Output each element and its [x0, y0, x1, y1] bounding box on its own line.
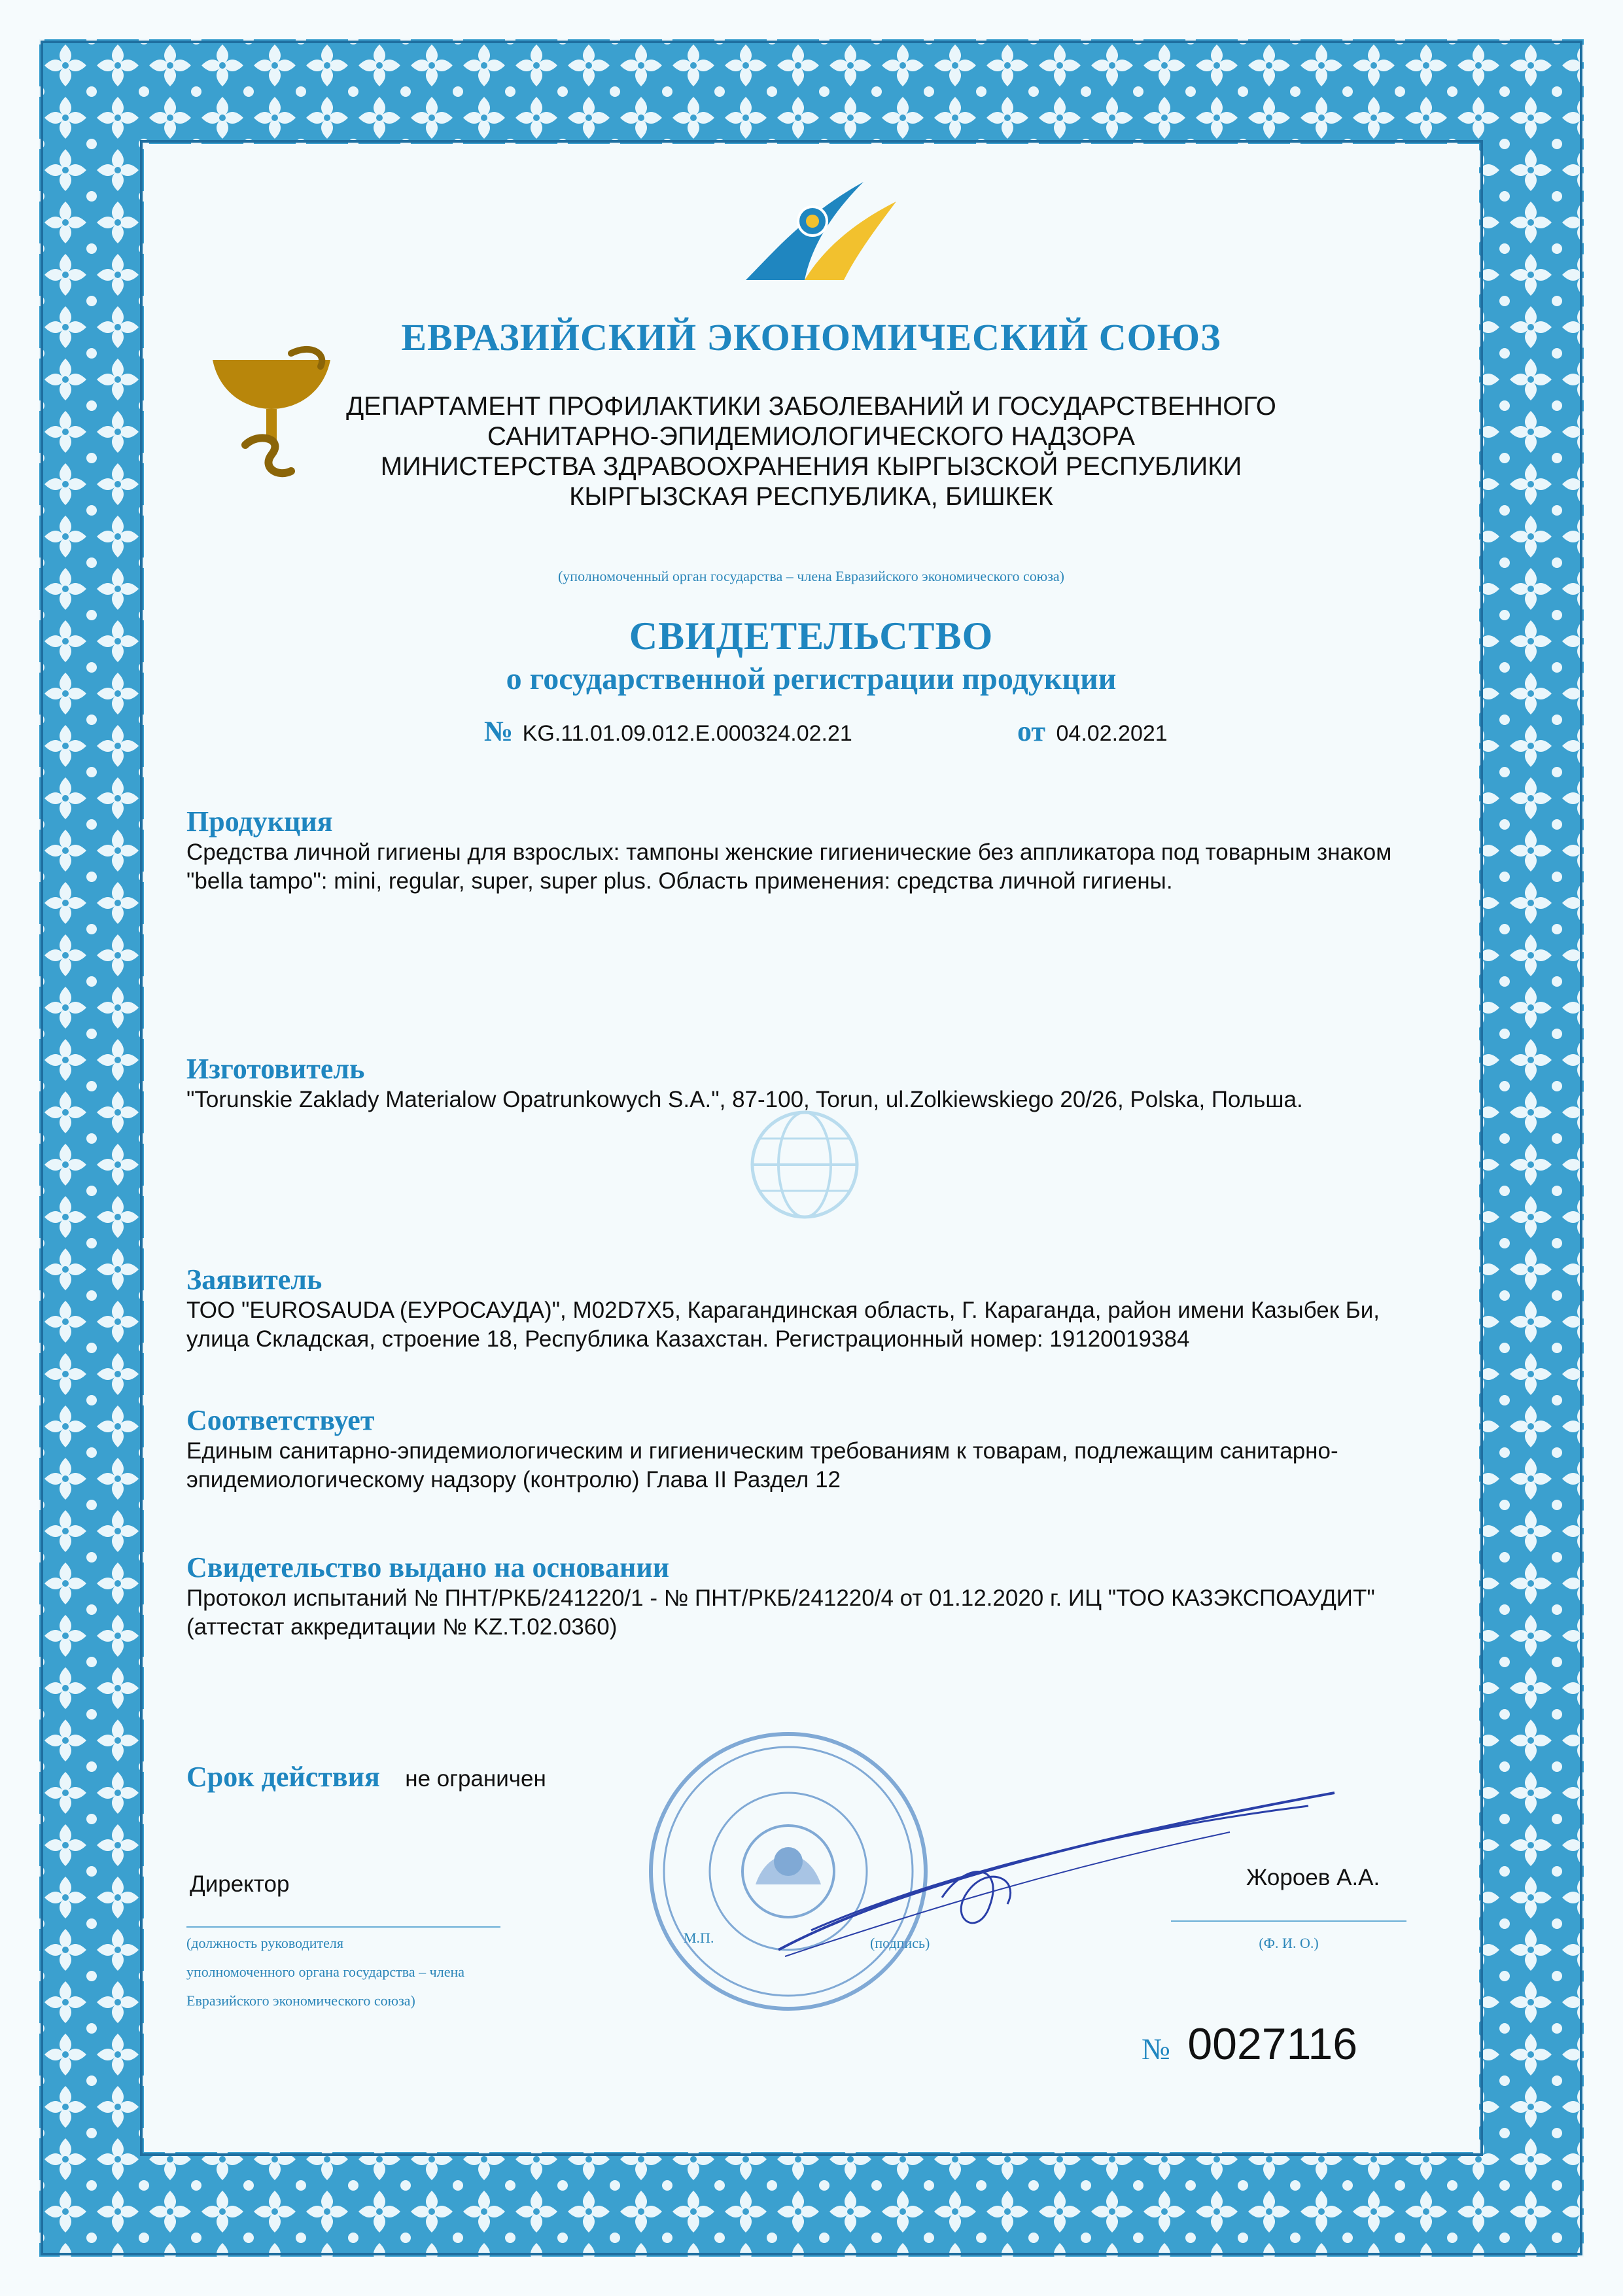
certificate-subtitle: о государственной регистрации продукции [506, 662, 1117, 696]
certificate-number: KG.11.01.09.012.E.000324.02.21 [522, 721, 852, 746]
form-number: 0027116 [1187, 2019, 1358, 2069]
form-number-row [1142, 2019, 1357, 2070]
handwritten-signature [772, 1767, 1348, 1963]
position-underline [186, 1926, 500, 1928]
department-block [275, 391, 1348, 512]
section-product [186, 805, 1429, 896]
certificate-date-row [1017, 715, 1168, 748]
basis-heading: Свидетельство выдано на основании [186, 1551, 670, 1583]
validity-row [186, 1760, 546, 1793]
department-line: КЫРГЫЗСКАЯ РЕСПУБЛИКА, БИШКЕК [569, 482, 1053, 511]
position-note [186, 1929, 592, 2015]
conforms-heading: Соответствует [186, 1404, 375, 1436]
product-heading: Продукция [186, 805, 333, 838]
applicant-text: ТОО "EUROSAUDA (ЕУРОСАУДА)", M02D7X5, Карагандинская область, Г. Караганда, район имени Казыбек Би, улица Складская, строение 18, Республика Казахстан. Регистрационный номер: 19120019384 [186, 1298, 1380, 1352]
director-name: Жороев А.А. [1246, 1865, 1380, 1890]
manufacturer-text: "Torunskie Zaklady Materialow Opatrunkowych S.A.", 87-100, Torun, ul.Zolkiewskiego 20/26, Polska, Польша. [186, 1087, 1303, 1112]
validity-label: Срок действия [186, 1761, 380, 1793]
manufacturer-heading: Изготовитель [186, 1053, 365, 1085]
section-conforms [186, 1404, 1429, 1494]
validity-value: не ограничен [405, 1766, 546, 1792]
union-title: ЕВРАЗИЙСКИЙ ЭКОНОМИЧЕСКИЙ СОЮЗ [401, 316, 1221, 359]
section-applicant [186, 1263, 1429, 1354]
product-text: Средства личной гигиены для взрослых: тампоны женские гигиенические без аппликатора под товарным знаком "bella tampo": mini, regular, super, super plus. Область применения: средства личной гигиены. [186, 839, 1392, 894]
certificate-date: 04.02.2021 [1056, 721, 1168, 746]
date-label: от [1017, 715, 1046, 747]
position-note-line: (должность руководителя [186, 1935, 343, 1951]
eaeu-logo [733, 175, 903, 287]
name-note: (Ф. И. О.) [1259, 1935, 1319, 1951]
conforms-text: Единым санитарно-эпидемиологическим и гигиеническим требованиям к товарам, подлежащим санитарно-эпидемиологическому надзору (контролю) Глава II Раздел 12 [186, 1438, 1338, 1492]
signature-label: (подпись) [870, 1935, 930, 1951]
certificate-title: СВИДЕТЕЛЬСТВО [629, 614, 994, 658]
department-line: ДЕПАРТАМЕНТ ПРОФИЛАКТИКИ ЗАБОЛЕВАНИЙ И ГОСУДАРСТВЕННОГО [346, 392, 1276, 421]
globe-watermark [739, 1099, 870, 1230]
basis-text: Протокол испытаний № ПНТ/РКБ/241220/1 - № ПНТ/РКБ/241220/4 от 01.12.2020 г. ИЦ "ТОО КАЗЭКСПОАУДИТ" (аттестат аккредитации № KZ.T.02.0360) [186, 1585, 1375, 1640]
position-note-line: уполномоченного органа государства – члена [186, 1964, 465, 1980]
section-basis [186, 1551, 1429, 1642]
position-note-line: Евразийского экономического союза) [186, 1992, 415, 2009]
department-line: САНИТАРНО-ЭПИДЕМИОЛОГИЧЕСКОГО НАДЗОРА [487, 422, 1135, 451]
stamp-label: М.П. [684, 1930, 714, 1946]
department-line: МИНИСТЕРСТВА ЗДРАВООХРАНЕНИЯ КЫРГЫЗСКОЙ РЕСПУБЛИКИ [380, 452, 1242, 481]
form-number-label: № [1142, 2032, 1170, 2066]
number-label: № [484, 715, 514, 747]
section-manufacturer [186, 1052, 1429, 1114]
authority-note: (уполномоченный орган государства – члена Евразийского экономического союза) [557, 568, 1065, 584]
applicant-heading: Заявитель [186, 1263, 323, 1296]
certificate-number-row [484, 715, 852, 748]
director-position: Директор [190, 1871, 290, 1897]
